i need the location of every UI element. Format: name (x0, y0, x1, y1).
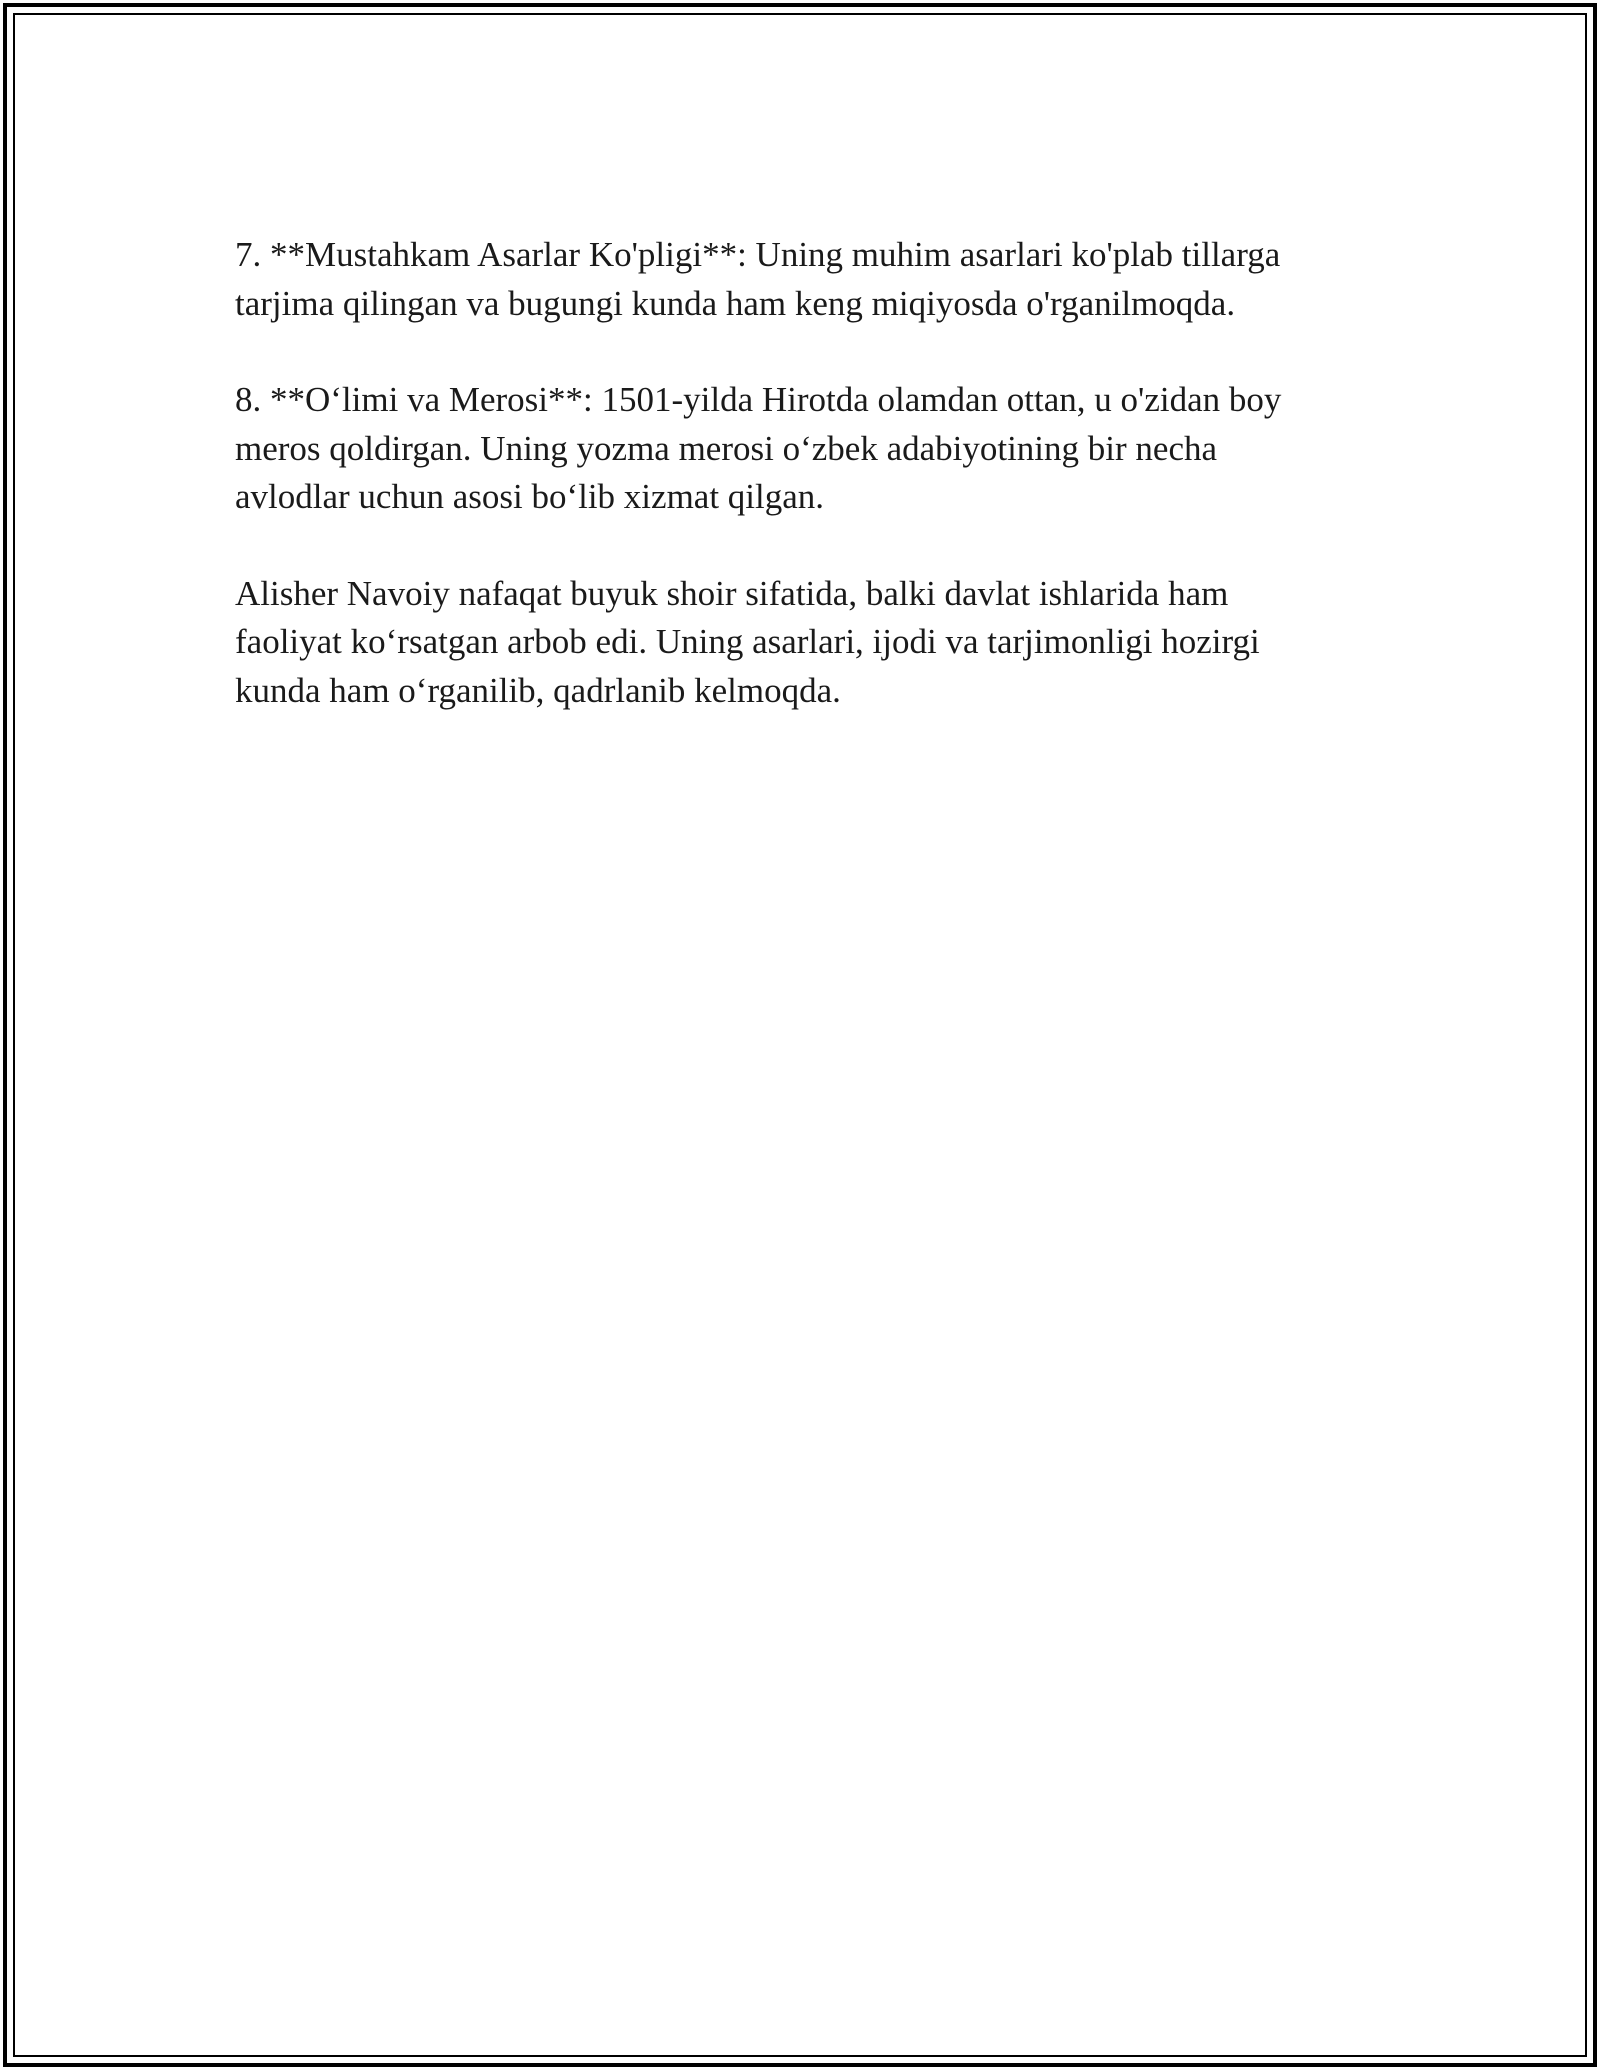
text-line: faoliyat koʻrsatgan arbob edi. Uning asarlari, ijodi va tarjimonligi hozirgi (235, 622, 1260, 661)
text-line: Alisher Navoiy nafaqat buyuk shoir sifatida, balki davlat ishlarida ham (235, 573, 1229, 613)
text-line: 8. **Oʻlimi va Merosi**: 1501-yilda Hirotda olamdan ottan, u o'zidan boy (235, 380, 1282, 419)
text-line: meros qoldirgan. Uning yozma merosi oʻzbek adabiyotining bir necha (235, 428, 1218, 468)
text-line: 7. **Mustahkam Asarlar Ko'pligi**: Uning muhim asarlari ko'plab tillarga (235, 235, 1281, 274)
text-line: avlodlar uchun asosi boʻlib xizmat qilgan. (235, 477, 825, 516)
document-body (235, 231, 1365, 763)
paragraph-item-8 (235, 376, 1365, 522)
paragraph-item-7 (235, 231, 1365, 328)
text-line: kunda ham oʻrganilib, qadrlanib kelmoqda. (235, 670, 841, 710)
text-line: tarjima qilingan va bugungi kunda ham keng miqiyosda o'rganilmoqda. (235, 283, 1236, 323)
paragraph-conclusion (235, 570, 1365, 716)
